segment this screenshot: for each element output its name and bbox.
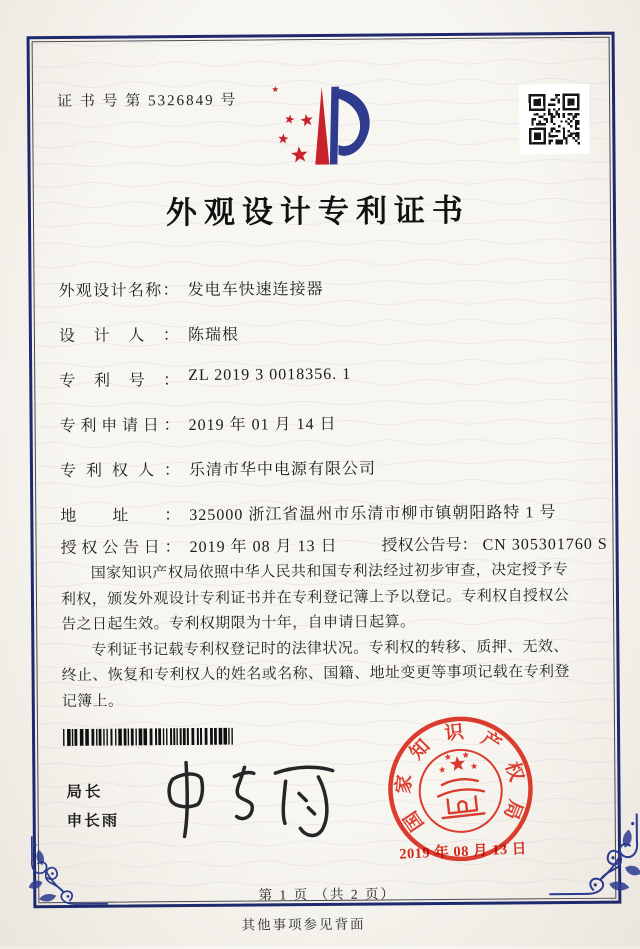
svg-text:识: 识	[443, 721, 465, 745]
legal-text	[61, 558, 582, 715]
field-row-design-name	[58, 276, 323, 301]
page-indicator: 第 1 页 （共 2 页）	[258, 886, 397, 903]
field-row-grant	[60, 531, 607, 558]
svg-text:知: 知	[406, 735, 435, 764]
signature-handwriting	[154, 753, 360, 853]
grant-number-label: 授权公告号：	[381, 536, 478, 555]
cnipa-logo	[252, 76, 373, 185]
field-row-address	[60, 499, 556, 526]
legal-paragraph-1: 国家知识产权局依照中华人民共和国专利法经过初步审查，决定授予专利权，颁发外观设计专利证书并在专利登记簿上予以登记。专利权自授权公告之日起生效。专利权期限为十年，自申请日起算。	[60, 562, 570, 634]
seal-date: 2019 年 08 月 13 日	[398, 841, 528, 863]
field-label: 设计人：	[58, 327, 179, 346]
field-value: 2019 年 01 月 14 日	[188, 415, 337, 435]
issuer-title: 局长	[66, 783, 104, 802]
field-value: 发电车快速连接器	[187, 280, 324, 300]
field-row-application-date	[60, 411, 337, 436]
field-label: 专利号：	[59, 372, 180, 391]
svg-text:产: 产	[477, 727, 505, 756]
field-label: 外观设计名称：	[58, 282, 179, 301]
field-value: ZL 2019 3 0018356. 1	[188, 365, 352, 385]
legal-paragraph-2: 专利证书记载专利权登记时的法律状况。专利权的转移、质押、无效、终止、恢复和专利权人的姓名或名称、国籍、地址变更等事项记载在专利登记簿上。	[61, 638, 570, 710]
grant-number-value: CN 305301760 S	[482, 535, 608, 554]
field-label: 地址：	[60, 507, 181, 526]
svg-text:家: 家	[393, 773, 416, 795]
field-label: 专利权人：	[59, 462, 181, 481]
field-value: 陈瑞根	[187, 326, 239, 345]
certificate-number: 证 书 号 第 5326849 号	[57, 92, 238, 111]
field-value: 325000 浙江省温州市乐清市柳市镇朝阳路特 1 号	[189, 504, 557, 525]
svg-text:权: 权	[500, 759, 527, 785]
field-row-patent-number	[59, 366, 351, 391]
grant-date-value: 2019 年 08 月 13 日	[189, 537, 338, 557]
field-value: 乐清市华中电源有限公司	[188, 460, 377, 480]
barcode	[62, 728, 240, 746]
field-label: 专利申请日：	[59, 417, 180, 436]
grant-date-label: 授权公告日：	[60, 539, 181, 558]
field-row-patentee	[60, 456, 376, 481]
back-note: 其他事项参见背面	[241, 916, 366, 933]
qr-code	[519, 84, 590, 155]
certificate-title: 外观设计专利证书	[165, 192, 471, 231]
svg-text:国: 国	[400, 806, 429, 835]
issuer-name: 申长雨	[66, 812, 120, 830]
svg-text:局: 局	[499, 796, 526, 823]
field-row-designer	[59, 322, 239, 346]
